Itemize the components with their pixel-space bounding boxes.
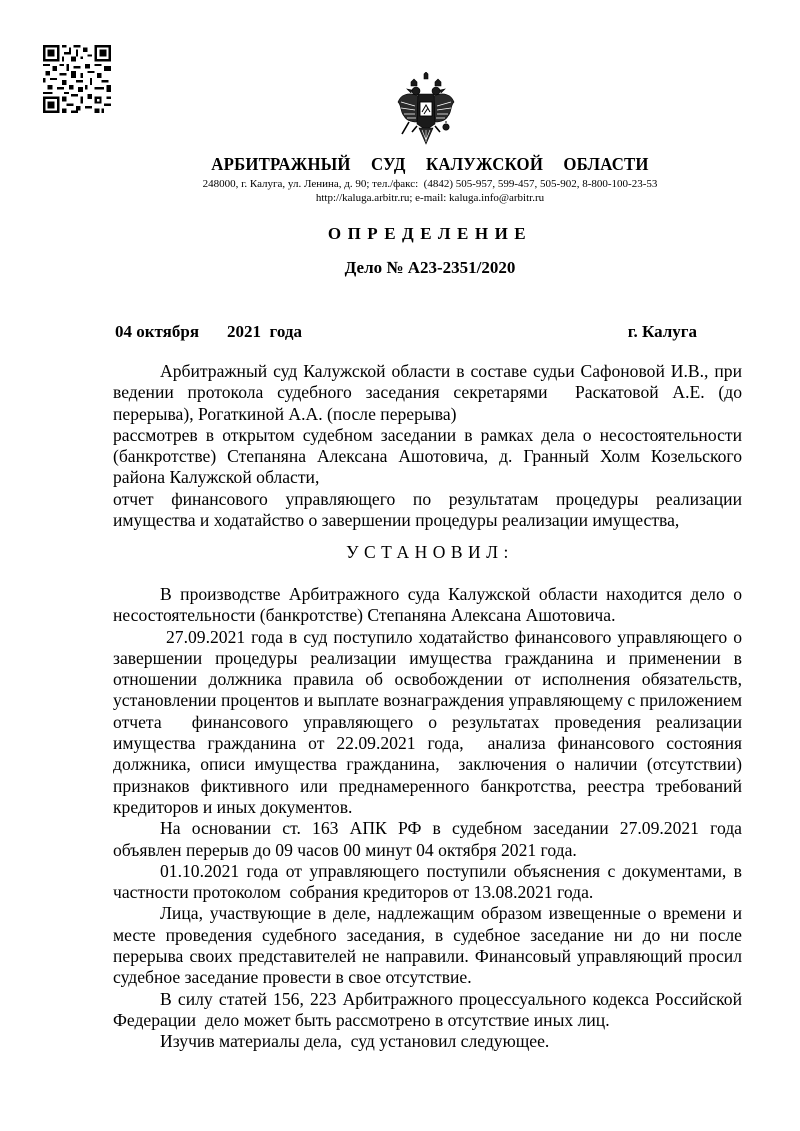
finding-paragraph: В силу статей 156, 223 Арбитражного процессуального кодекса Российской Федерации дело может быть рассмотрено в отсутствие иных лиц.: [113, 988, 747, 1030]
qr-code-icon: [41, 45, 113, 113]
finding-paragraph: Лица, участвующие в деле, надлежащим образом извещенные о времени и месте проведения судебного заседания, в судебное заседание ни до ни после перерыва своих представителей не направили. Финансовый управляющий просил судебное заседание провести в свое отсутствие.: [113, 903, 742, 988]
coat-of-arms-icon: [397, 72, 455, 152]
court-address-block: [0, 177, 800, 205]
finding-paragraph: В производстве Арбитражного суда Калужской области находится дело о несостоятельности (банкротстве) Степаняна Алексана Ашотовича.: [113, 584, 742, 626]
intro-paragraph-case: рассмотрев в открытом судебном заседании в рамках дела о несостоятельности (банкротстве) Степаняна Алексана Ашотовича, д. Гранный Холм Козельского района Калужской области,: [113, 424, 742, 488]
finding-paragraph: Изучив материалы дела, суд установил следующее.: [160, 1031, 550, 1052]
finding-paragraph: 01.10.2021 года от управляющего поступили объяснения с документами, в частности протоколом собрания кредиторов от 13.08.2021 года.: [113, 860, 747, 903]
document-type: ОПРЕДЕЛЕНИЕ: [327, 224, 533, 243]
findings-section: [113, 584, 747, 1053]
date-year: 2021 года: [227, 322, 302, 341]
intro-paragraph-subject: отчет финансового управляющего по результатам процедуры реализации имущества и ходатайство о завершении процедуры реализации имущества,: [113, 488, 742, 531]
established-heading: УСТАНОВИЛ:: [346, 542, 514, 562]
finding-paragraph: На основании ст. 163 АПК РФ в судебном заседании 27.09.2021 года объявлен перерыв до 09 часов 00 минут 04 октября 2021 года.: [113, 818, 742, 860]
case-number: Дело № А23-2351/2020: [344, 258, 516, 277]
date-location-line: [115, 322, 697, 342]
finding-paragraph: 27.09.2021 года в суд поступило ходатайство финансового управляющего о завершении процедуры реализации имущества гражданина и применении в отношении должника правила об освобождении от исполнения обязательств, установлении процентов и выплате вознаграждения управляющему с приложением отчета финансового управляющего о результатах проведения реализации имущества гражданина от 22.09.2021 года, анализа финансового состояния должника, описи имущества гражданина, заключения о наличии (отсутствии) признаков фиктивного или преднамеренного банкротства, реестра требований кредиторов и иных документов.: [113, 626, 747, 817]
document-city: г. Калуга: [627, 322, 697, 341]
court-name: АРБИТРАЖНЫЙ СУД КАЛУЖСКОЙ ОБЛАСТИ: [211, 154, 649, 174]
intro-paragraph-court-composition: Арбитражный суд Калужской области в составе судьи Сафоновой И.В., при ведении протокола судебного заседания секретарями Раскатовой А.Е. (до перерыва), Рогаткиной А.А. (после перерыва): [113, 361, 747, 424]
court-address: 248000, г. Калуга, ул. Ленина, д. 90; тел./факс: (4842) 505-957, 599-457, 505-902, 8-800-100-23-53: [202, 178, 658, 190]
date-day: 04 октября: [115, 322, 200, 341]
document-date: [115, 322, 302, 342]
intro-section: [113, 361, 747, 531]
court-contacts: http://kaluga.arbitr.ru; e-mail: kaluga.info@arbitr.ru: [315, 192, 545, 204]
